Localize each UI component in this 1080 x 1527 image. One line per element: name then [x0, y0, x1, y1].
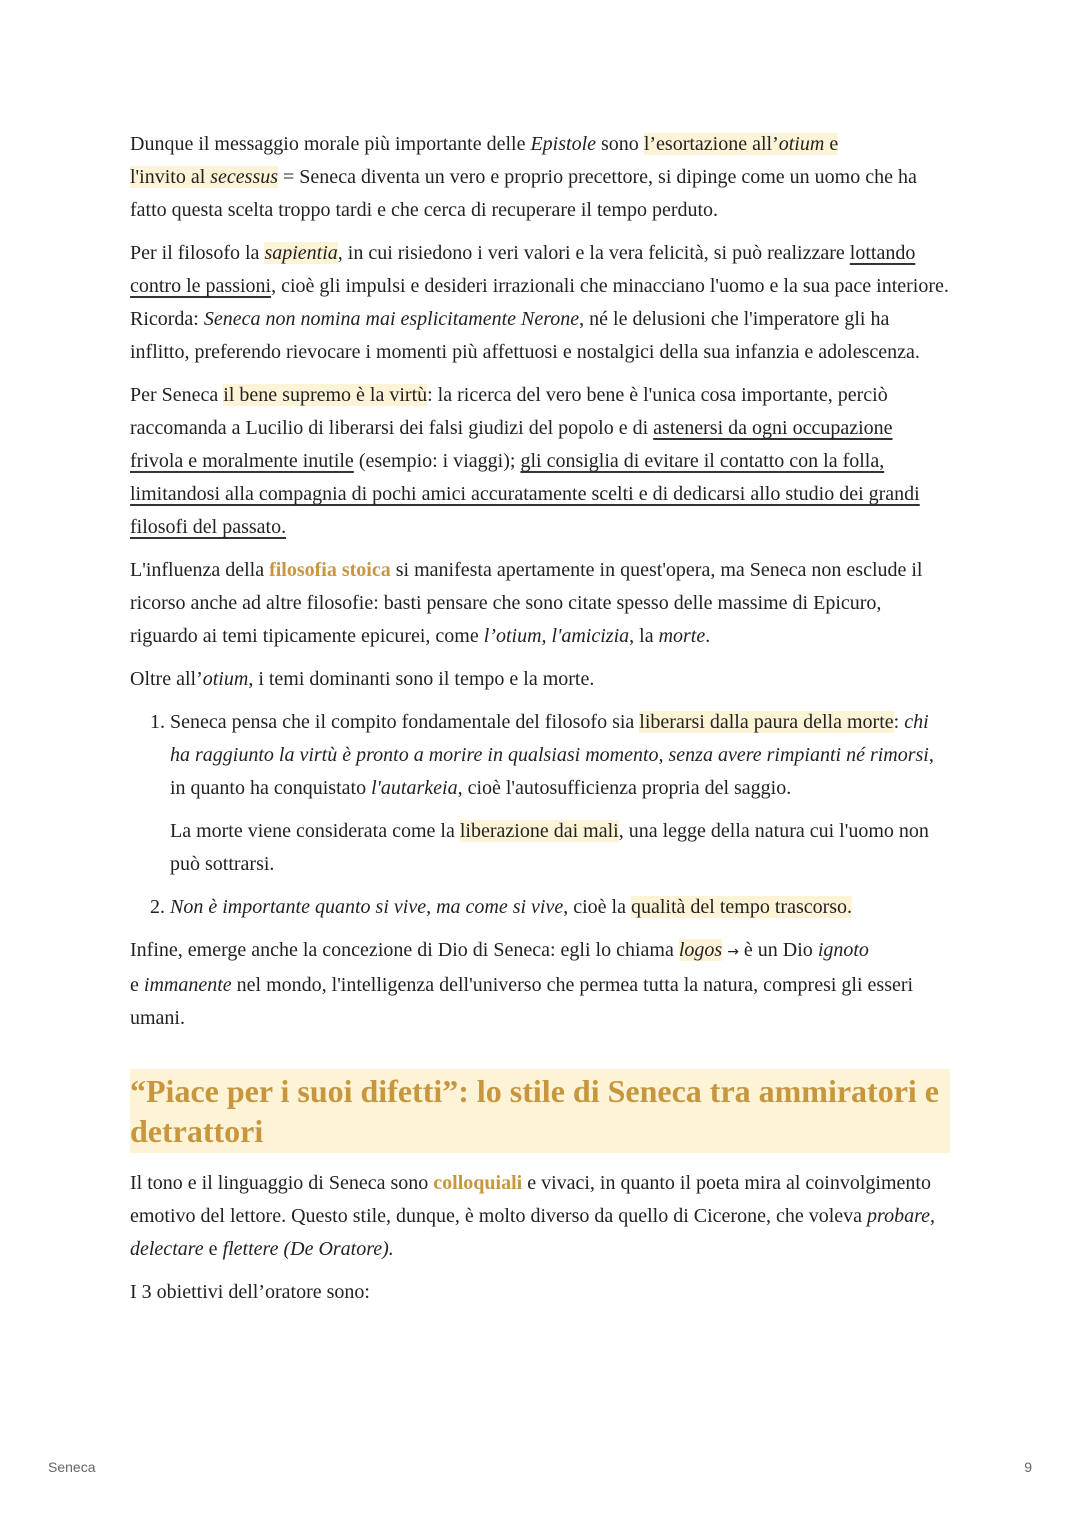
- keyword-colloquiali: colloquiali: [433, 1172, 523, 1194]
- highlight-qualita: qualità del tempo trascorso.: [631, 896, 853, 918]
- highlight-liberazione: liberazione dai mali: [459, 820, 619, 842]
- highlight-paura-morte: liberarsi dalla paura della morte: [639, 711, 894, 733]
- paragraph-virtu: Per Seneca il bene supremo è la virtù: la ricerca del vero bene è l'unica cosa importante, perciò raccomanda a Lucilio di liberarsi dei falsi giudizi del popolo e di astenersi da ogni occupazione frivola e moralmente inutile (esempio: i viaggi); gli consiglia di evitare il contatto con la folla, limitandosi alla compagnia di pochi amici accuratamente scelti e di dedicarsi allo studio dei grandi filosofi del passato.: [130, 384, 920, 538]
- list-item: 2. Non è importante quanto si vive, ma come si vive, cioè la qualità del tempo trascorso.: [170, 891, 950, 924]
- section-heading: “Piace per i suoi difetti”: lo stile di Seneca tra ammiratori e detrattori: [130, 1069, 950, 1153]
- paragraph-obiettivi: I 3 obiettivi dell’oratore sono:: [130, 1281, 370, 1303]
- paragraph-stoica: L'influenza della filosofia stoica si manifesta apertamente in quest'opera, ma Seneca non esclude il ricorso anche ad altre filosofie: basti pensare che sono citate spesso delle massime di Epicuro, riguardo ai temi tipicamente epicurei, come l’otium, l'amicizia, la morte.: [130, 559, 923, 647]
- paragraph-temi: Oltre all’otium, i temi dominanti sono il tempo e la morte.: [130, 668, 595, 690]
- highlight-virtu: il bene supremo è la virtù: [223, 384, 428, 406]
- highlight-logos: logos: [678, 939, 723, 961]
- highlight-sapientia: sapientia: [264, 242, 338, 264]
- underline-occupazione: astenersi da ogni occupazione frivola e moralmente inutile: [130, 417, 893, 472]
- paragraph-logos: Infine, emerge anche la concezione di Dio di Seneca: egli lo chiama logos → è un Dio ignoto e immanente nel mondo, l'intelligenza dell'universo che permea tutta la natura, compresi gli esseri umani.: [130, 939, 914, 1029]
- highlight-secessus: l'invito al secessus: [130, 166, 279, 188]
- paragraph-sapientia: Per il filosofo la sapientia, in cui risiedono i veri valori e la vera felicità, si può realizzare lottando contro le passioni, cioè gli impulsi e desideri irrazionali che minacciano l'uomo e la sua pace interiore. Ricorda: Seneca non nomina mai esplicitamente Nerone, né le delusioni che l'imperatore gli ha inflitto, preferendo rievocare i momenti più affettuosi e nostalgici della sua infanzia e adolescenza.: [130, 242, 949, 363]
- keyword-filosofia-stoica: filosofia stoica: [269, 559, 391, 581]
- footer-title: Seneca: [48, 1459, 96, 1475]
- numbered-list: [130, 706, 950, 924]
- underline-folla: gli consiglia di evitare il contatto con la folla, limitandosi alla compagnia di pochi amici accuratamente scelti e di dedicarsi allo studio dei grandi filosofi del passato.: [130, 450, 920, 538]
- paragraph-stile: Il tono e il linguaggio di Seneca sono colloquiali e vivaci, in quanto il poeta mira al coinvolgimento emotivo del lettore. Questo stile, dunque, è molto diverso da quello di Cicerone, che voleva probare, delectare e flettere (De Oratore).: [130, 1172, 935, 1260]
- underline-passioni: lottando contro le passioni: [130, 242, 916, 297]
- list-item: 1. Seneca pensa che il compito fondamentale del filosofo sia liberarsi dalla paura della morte: chi ha raggiunto la virtù è pronto a morire in qualsiasi momento, senza avere rimpianti né rimorsi, in quanto ha conquistato l'autarkeia, cioè l'autosufficienza propria del saggio. La morte viene considerata come la liberazione dai mali, una legge della natura cui l'uomo non può sottrarsi.: [170, 706, 950, 881]
- arrow-right-icon: →: [727, 944, 739, 960]
- page-content: [130, 128, 950, 1319]
- highlight-otium: l’esortazione all’otium e: [643, 133, 839, 155]
- page-number: 9: [1024, 1459, 1032, 1475]
- paragraph-epistole: Dunque il messaggio morale più importante delle Epistole sono l’esortazione all’otium e l'invito al secessus = Seneca diventa un vero e proprio precettore, si dipinge come un uomo che ha fatto questa scelta troppo tardi e che cerca di recuperare il tempo perduto.: [130, 133, 917, 221]
